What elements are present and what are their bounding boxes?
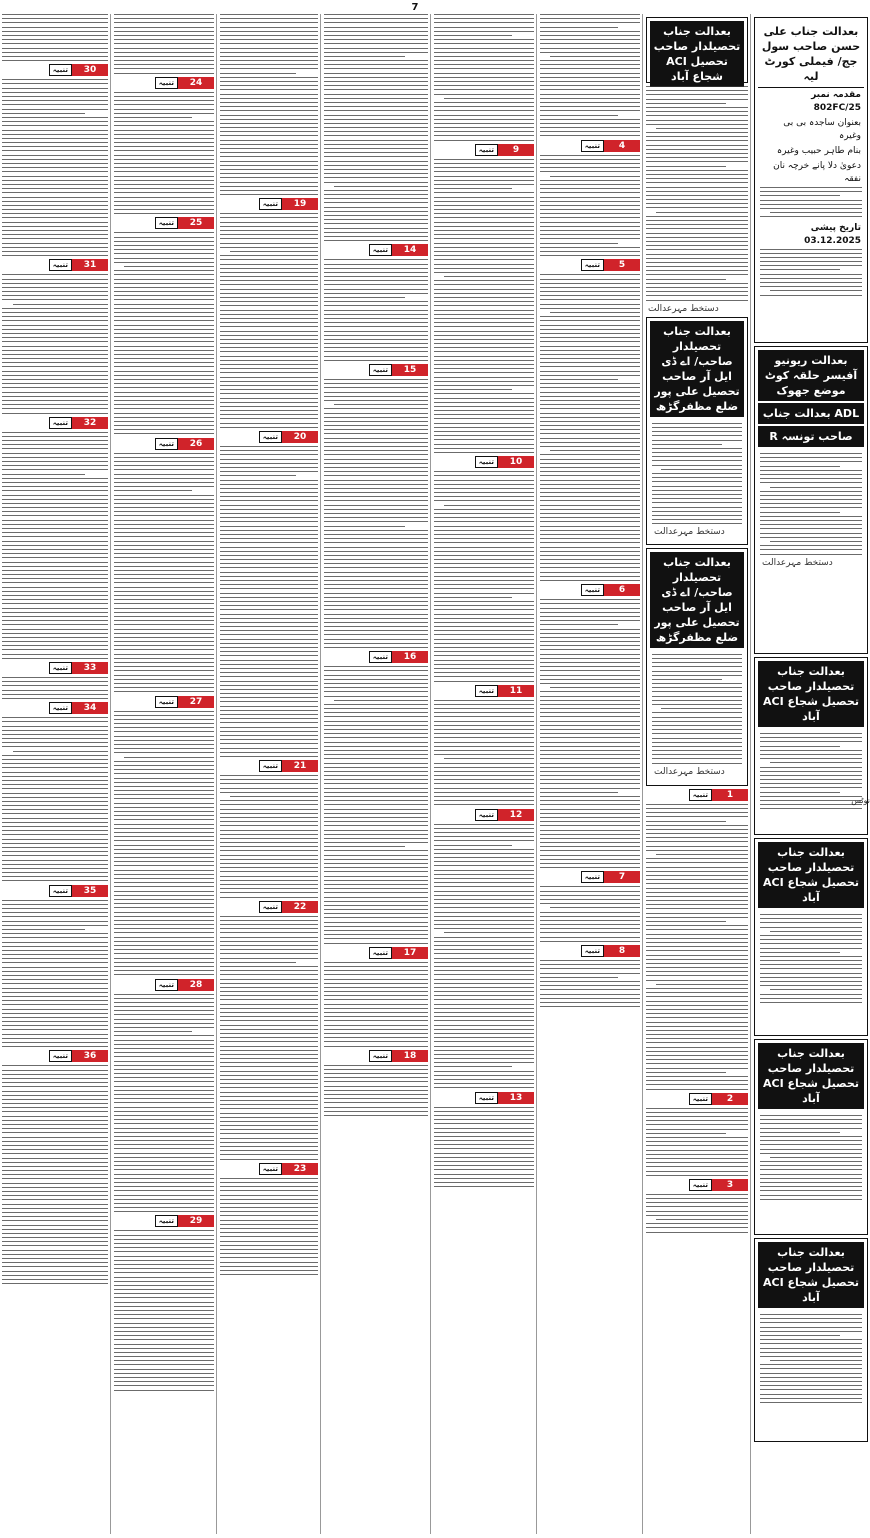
badge-number: 4: [604, 140, 640, 152]
badge-label: تنبیہ: [581, 945, 604, 957]
notice-aci-1: [754, 657, 868, 835]
badge-label: تنبیہ: [155, 696, 178, 708]
badge-number: 21: [282, 760, 318, 772]
badge-number: 11: [498, 685, 534, 697]
badge-label: تنبیہ: [369, 947, 392, 959]
badge-number: 15: [392, 364, 428, 376]
badge-22: [220, 901, 318, 913]
badge-number: 36: [72, 1050, 108, 1062]
claim: دعویٰ دلا پانے خرچہ نان نفقہ: [773, 161, 861, 184]
badge-3: [646, 1179, 748, 1191]
badge-number: 25: [178, 217, 214, 229]
badge-25: [114, 217, 214, 229]
badge-label: تنبیہ: [581, 259, 604, 271]
badge-number: 34: [72, 702, 108, 714]
badge-33: [2, 662, 108, 674]
badge-number: 17: [392, 947, 428, 959]
badge-4: [540, 140, 640, 152]
case-number: مقدمہ نمبر 802FC/25: [811, 90, 861, 113]
badge-label: تنبیہ: [49, 662, 72, 674]
badge-label: تنبیہ: [49, 1050, 72, 1062]
badge-label: تنبیہ: [49, 417, 72, 429]
badge-10: [434, 456, 534, 468]
badge-number: 1: [712, 789, 748, 801]
badge-label: تنبیہ: [259, 431, 282, 443]
badge-label: تنبیہ: [155, 77, 178, 89]
badge-number: 30: [72, 64, 108, 76]
badge-9: [434, 144, 534, 156]
notice-heading: بعدالت جناب تحصیلدار صاحب/ اے ڈی ایل آر صاحب تحصیل علی پور ضلع مظفرگڑھ: [650, 321, 744, 417]
column-notices-right: [752, 14, 870, 1534]
badge-label: تنبیہ: [581, 871, 604, 883]
badge-number: 2: [712, 1093, 748, 1105]
badge-number: 7: [604, 871, 640, 883]
badge-number: 16: [392, 651, 428, 663]
hearing-date: تاریخ پیشی 03.12.2025: [804, 222, 861, 246]
badge-number: 19: [282, 198, 318, 210]
badge-8: [540, 945, 640, 957]
badge-1: [646, 789, 748, 801]
notice-alipur-2: [646, 548, 748, 786]
badge-16: [324, 651, 428, 663]
badge-label: تنبیہ: [689, 1093, 712, 1105]
page-number: 7: [411, 2, 419, 13]
badge-30: [2, 64, 108, 76]
badge-20: [220, 431, 318, 443]
notice-aci-4: [754, 1238, 868, 1442]
badge-number: 12: [498, 809, 534, 821]
notice-heading: بعدالت جناب تحصیلدار صاحب/ اے ڈی ایل آر صاحب تحصیل علی پور ضلع مظفرگڑھ: [650, 552, 744, 648]
badge-5: [540, 259, 640, 271]
badge-12: [434, 809, 534, 821]
badge-label: تنبیہ: [689, 1179, 712, 1191]
badge-label: تنبیہ: [49, 259, 72, 271]
badge-label: تنبیہ: [475, 809, 498, 821]
badge-21: [220, 760, 318, 772]
badge-number: 9: [498, 144, 534, 156]
badge-29: [114, 1215, 214, 1227]
badge-35: [2, 885, 108, 897]
badge-19: [220, 198, 318, 210]
column-articles-3: [322, 14, 431, 1534]
badge-number: 26: [178, 438, 214, 450]
badge-label: تنبیہ: [475, 1092, 498, 1104]
badge-label: تنبیہ: [369, 364, 392, 376]
notice-heading: بعدالت جناب تحصیلدار صاحب ACI تحصیل شجاع آباد: [758, 1043, 864, 1109]
badge-label: تنبیہ: [155, 217, 178, 229]
column-articles-5: [112, 14, 217, 1534]
badge-31: [2, 259, 108, 271]
notice-subheading: بعدالت جناب ADL: [758, 403, 864, 424]
badge-label: تنبیہ: [475, 685, 498, 697]
badge-36: [2, 1050, 108, 1062]
notice-alipur-1: [646, 317, 748, 545]
notice-subheading-2: R صاحب تونسہ: [758, 426, 864, 447]
signature: دستخط مہرعدالت: [654, 766, 725, 777]
badge-6: [540, 584, 640, 596]
badge-number: 22: [282, 901, 318, 913]
column-notices-left: [644, 14, 751, 1534]
badge-2: [646, 1093, 748, 1105]
notice-civil-judge: [754, 17, 868, 343]
badge-number: 29: [178, 1215, 214, 1227]
badge-14: [324, 244, 428, 256]
notice-revenue-officer: [754, 346, 868, 654]
column-articles-6: [0, 14, 111, 1534]
badge-number: 6: [604, 584, 640, 596]
badge-number: 32: [72, 417, 108, 429]
badge-label: تنبیہ: [475, 456, 498, 468]
badge-label: تنبیہ: [49, 64, 72, 76]
badge-label: تنبیہ: [49, 885, 72, 897]
badge-13: [434, 1092, 534, 1104]
badge-label: تنبیہ: [581, 140, 604, 152]
badge-26: [114, 438, 214, 450]
badge-number: 5: [604, 259, 640, 271]
column-articles-2: [432, 14, 537, 1534]
notice-aci-top: [646, 17, 748, 83]
badge-label: تنبیہ: [259, 901, 282, 913]
badge-18: [324, 1050, 428, 1062]
notice-heading: بعدالت جناب تحصیلدار صاحب ACI تحصیل شجاع آباد: [650, 21, 744, 87]
badge-23: [220, 1163, 318, 1175]
badge-27: [114, 696, 214, 708]
badge-label: تنبیہ: [689, 789, 712, 801]
badge-17: [324, 947, 428, 959]
badge-label: تنبیہ: [49, 702, 72, 714]
column-articles-1: [538, 14, 643, 1534]
badge-number: 20: [282, 431, 318, 443]
badge-label: تنبیہ: [155, 1215, 178, 1227]
signature: دستخط مہرعدالت: [654, 527, 725, 538]
notice-heading: بعدالت جناب علی حسن صاحب سول جج/ فیملی کورٹ لیہ: [758, 21, 864, 88]
badge-number: 13: [498, 1092, 534, 1104]
notice-aci-2: [754, 838, 868, 1036]
badge-label: تنبیہ: [155, 979, 178, 991]
badge-28: [114, 979, 214, 991]
badge-number: 33: [72, 662, 108, 674]
badge-label: تنبیہ: [369, 651, 392, 663]
badge-number: 35: [72, 885, 108, 897]
badge-number: 23: [282, 1163, 318, 1175]
badge-label: تنبیہ: [259, 1163, 282, 1175]
notice-heading: بعدالت ریونیو آفیسر حلقہ کوٹ موضع جھوک: [758, 350, 864, 401]
column-articles-4: [218, 14, 321, 1534]
signature: دستخط مہرعدالت: [648, 303, 719, 314]
badge-number: 10: [498, 456, 534, 468]
notice-aci-3: [754, 1039, 868, 1235]
side-note: نوٹس: [851, 796, 870, 805]
notice-heading: بعدالت جناب تحصیلدار صاحب ACI تحصیل شجاع آباد: [758, 1242, 864, 1308]
badge-number: 18: [392, 1050, 428, 1062]
badge-34: [2, 702, 108, 714]
badge-number: 31: [72, 259, 108, 271]
badge-24: [114, 77, 214, 89]
badge-number: 27: [178, 696, 214, 708]
badge-number: 8: [604, 945, 640, 957]
badge-number: 24: [178, 77, 214, 89]
defendant: بنام طاہر حبیب وغیرہ: [776, 146, 861, 156]
badge-label: تنبیہ: [259, 198, 282, 210]
badge-label: تنبیہ: [369, 1050, 392, 1062]
notice-heading: بعدالت جناب تحصیلدار صاحب ACI تحصیل شجاع آباد: [758, 842, 864, 908]
badge-label: تنبیہ: [581, 584, 604, 596]
notice-heading: بعدالت جناب تحصیلدار صاحب ACI تحصیل شجاع آباد: [758, 661, 864, 727]
plaintiff: بعنوان ساجدہ بی بی وغیرہ: [783, 118, 861, 141]
badge-32: [2, 417, 108, 429]
badge-number: 3: [712, 1179, 748, 1191]
badge-label: تنبیہ: [259, 760, 282, 772]
badge-11: [434, 685, 534, 697]
signature: دستخط مہرعدالت: [762, 557, 833, 568]
badge-number: 14: [392, 244, 428, 256]
badge-7: [540, 871, 640, 883]
badge-number: 28: [178, 979, 214, 991]
badge-15: [324, 364, 428, 376]
badge-label: تنبیہ: [475, 144, 498, 156]
badge-label: تنبیہ: [155, 438, 178, 450]
badge-label: تنبیہ: [369, 244, 392, 256]
